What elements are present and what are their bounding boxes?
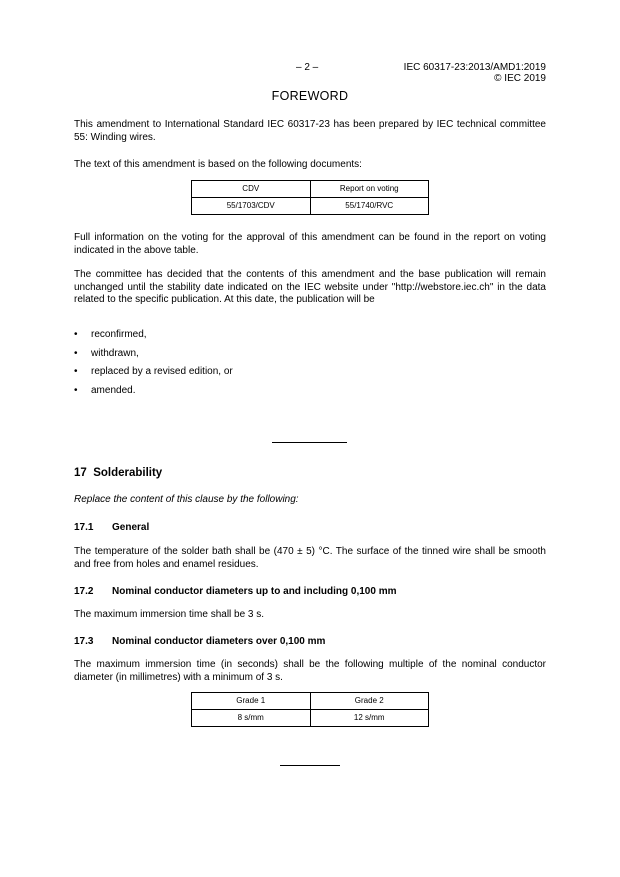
- list-item: • withdrawn,: [74, 347, 139, 359]
- foreword-paragraph-2: The text of this amendment is based on the following documents:: [74, 159, 362, 170]
- clause-number: 17: [74, 467, 87, 479]
- section-title: Nominal conductor diameters up to and including 0,100 mm: [112, 586, 397, 597]
- grade-table: [191, 692, 429, 727]
- section-17-1-text: The temperature of the solder bath shall be (470 ± 5) °C. The surface of the tinned wire shall be smooth and free from holes and enamel residues.: [74, 546, 546, 570]
- foreword-separator: [272, 442, 347, 443]
- bullet-icon: •: [74, 366, 78, 377]
- foreword-paragraph-4: The committee has decided that the contents of this amendment and the base publication will remain unchanged until the stability date indicated on the IEC website under "http://webstore.iec.ch" in the data related to the specific publication. At this date, the publication will be: [74, 269, 546, 306]
- section-number: 17.3: [74, 636, 94, 647]
- section-number: 17.2: [74, 586, 94, 597]
- section-17-3-text: The maximum immersion time (in seconds) shall be the following multiple of the nominal conductor diameter (in millimetres) with a minimum of 3 s.: [74, 659, 546, 683]
- clause-instruction: Replace the content of this clause by the following:: [74, 494, 299, 505]
- table-header-grade-1: Grade 1: [192, 693, 311, 710]
- document-id: IEC 60317-23:2013/AMD1:2019: [403, 62, 546, 73]
- table-header-cdv: CDV: [192, 181, 311, 198]
- table-header-row: [192, 181, 429, 198]
- section-17-3-heading: [74, 636, 325, 647]
- table-row: [192, 710, 429, 727]
- foreword-title: FOREWORD: [271, 89, 349, 103]
- section-17-2-heading: [74, 586, 397, 597]
- end-separator: [280, 765, 340, 766]
- copyright: © IEC 2019: [494, 73, 546, 84]
- page-number: – 2 –: [296, 62, 319, 73]
- bullet-icon: •: [74, 347, 78, 359]
- table-cell-cdv: 55/1703/CDV: [192, 198, 311, 215]
- table-header-grade-2: Grade 2: [310, 693, 429, 710]
- table-cell-grade-2: 12 s/mm: [310, 710, 429, 727]
- bullet-icon: •: [74, 329, 78, 340]
- bullet-icon: •: [74, 384, 78, 396]
- section-17-1-heading: [74, 522, 149, 533]
- list-item: • amended.: [74, 384, 136, 396]
- section-17-2-text: The maximum immersion time shall be 3 s.: [74, 609, 265, 620]
- table-row: [192, 198, 429, 215]
- section-title: Nominal conductor diameters over 0,100 mm: [112, 636, 326, 647]
- list-item: • replaced by a revised edition, or: [74, 366, 233, 377]
- foreword-paragraph-3: Full information on the voting for the approval of this amendment can be found in the report on voting indicated in the above table.: [74, 232, 546, 256]
- publication-options-list: [74, 329, 546, 403]
- foreword-paragraph-1: This amendment to International Standard IEC 60317-23 has been prepared by IEC technical committee 55: Winding wires.: [74, 119, 546, 143]
- list-item: • reconfirmed,: [74, 329, 147, 340]
- table-header-report: Report on voting: [310, 181, 429, 198]
- table-cell-rvc: 55/1740/RVC: [310, 198, 429, 215]
- table-cell-grade-1: 8 s/mm: [192, 710, 311, 727]
- table-header-row: [192, 693, 429, 710]
- section-title: General: [112, 522, 150, 533]
- section-number: 17.1: [74, 522, 94, 533]
- documents-table: [191, 180, 429, 215]
- clause-17-heading: [74, 467, 162, 479]
- clause-title: Solderability: [93, 467, 163, 479]
